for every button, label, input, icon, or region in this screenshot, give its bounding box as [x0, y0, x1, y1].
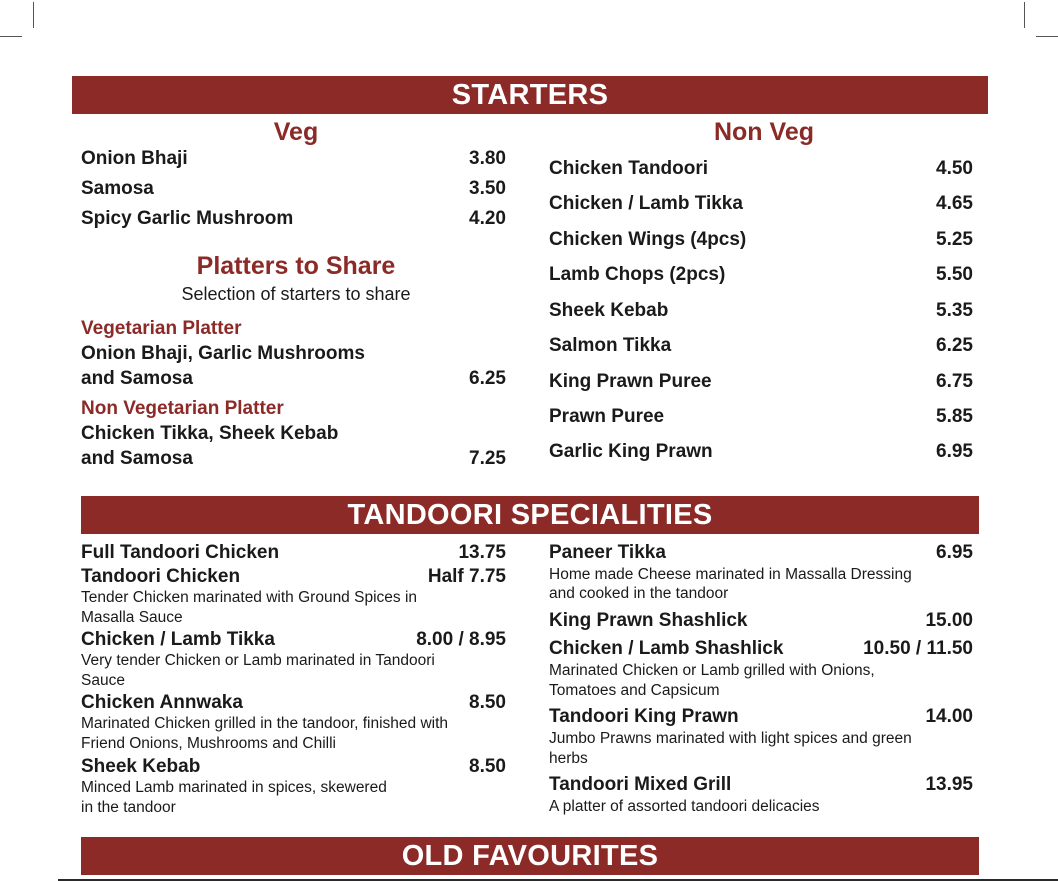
nonveg-platter-line1: Chicken Tikka, Sheek Kebab: [81, 423, 339, 444]
nonveg-platter-title: Non Vegetarian Platter: [81, 398, 284, 419]
item-name: Spicy Garlic Mushroom: [81, 208, 294, 229]
crop-mark-top-right-v: [1024, 2, 1025, 28]
crop-mark-top-left-h: [0, 36, 22, 37]
item-price: 6.75: [936, 371, 973, 392]
item-description: Minced Lamb marinated in spices, skewered: [81, 779, 387, 796]
veg-heading: Veg: [273, 118, 319, 146]
item-description: Home made Cheese marinated in Massalla Dressing: [549, 566, 912, 583]
item-price: 4.20: [469, 208, 506, 229]
item-name: Lamb Chops (2pcs): [549, 264, 726, 285]
menu-item: [81, 178, 506, 200]
menu-item: [81, 148, 506, 170]
menu-item: [549, 158, 973, 180]
menu-item: [81, 692, 506, 714]
item-price: 8.50: [469, 692, 506, 713]
item-price: 6.25: [469, 368, 506, 389]
item-name: Chicken / Lamb Tikka: [549, 193, 743, 214]
item-name: Salmon Tikka: [549, 335, 672, 356]
menu-item: [549, 774, 973, 796]
menu-item: [549, 406, 973, 428]
item-name: Chicken Tandoori: [549, 158, 709, 179]
nonveg-platter-line2: [81, 448, 506, 470]
item-name: and Samosa: [81, 368, 193, 389]
starters-banner: STARTERS: [72, 76, 988, 114]
item-name: Tandoori Mixed Grill: [549, 774, 732, 795]
item-price: 4.50: [936, 158, 973, 179]
crop-mark-top-left-v: [33, 2, 34, 28]
menu-item: [81, 208, 506, 230]
item-price: 14.00: [925, 706, 973, 727]
item-description: Tender Chicken marinated with Ground Spices in: [81, 589, 418, 606]
veg-platter-line2: [81, 368, 506, 390]
item-description: Marinated Chicken grilled in the tandoor, finished with: [81, 715, 449, 732]
menu-item: [549, 441, 973, 463]
item-price: 3.80: [469, 148, 506, 169]
item-name: Garlic King Prawn: [549, 441, 713, 462]
item-price: 4.65: [936, 193, 973, 214]
old-favourites-banner: OLD FAVOURITES: [81, 837, 979, 875]
item-description: herbs: [549, 750, 588, 767]
menu-item: [549, 542, 973, 564]
item-description: in the tandoor: [81, 799, 176, 816]
item-price: 10.50 / 11.50: [863, 638, 973, 659]
item-name: and Samosa: [81, 448, 193, 469]
item-name: King Prawn Shashlick: [549, 610, 748, 631]
item-description: Masalla Sauce: [81, 609, 183, 626]
veg-platter-title: Vegetarian Platter: [81, 318, 242, 339]
item-description: Jumbo Prawns marinated with light spices and green: [549, 730, 912, 747]
item-description: Very tender Chicken or Lamb marinated in Tandoori: [81, 652, 435, 669]
item-price: 5.25: [936, 229, 973, 250]
item-name: Chicken Annwaka: [81, 692, 243, 713]
menu-item: [549, 300, 973, 322]
item-name: Chicken Wings (4pcs): [549, 229, 747, 250]
menu-item: [549, 371, 973, 393]
crop-mark-top-right-h: [1036, 36, 1058, 37]
item-price: 5.35: [936, 300, 973, 321]
menu-item: [549, 193, 973, 215]
tandoori-banner: TANDOORI SPECIALITIES: [81, 496, 979, 534]
item-name: Sheek Kebab: [81, 756, 201, 777]
item-price: 8.50: [469, 756, 506, 777]
item-price: Half 7.75: [427, 566, 506, 587]
menu-item: [81, 756, 506, 778]
menu-item: [81, 542, 506, 564]
item-name: Sheek Kebab: [549, 300, 669, 321]
menu-item: [549, 706, 973, 728]
item-price: 6.25: [936, 335, 973, 356]
item-description: Marinated Chicken or Lamb grilled with Onions,: [549, 662, 875, 679]
item-description: Sauce: [81, 672, 125, 689]
item-name: Chicken / Lamb Tikka: [81, 629, 275, 650]
item-name: King Prawn Puree: [549, 371, 712, 392]
item-price: 6.95: [936, 542, 973, 563]
item-name: Prawn Puree: [549, 406, 665, 427]
item-name: Tandoori Chicken: [81, 566, 241, 587]
item-price: 13.75: [458, 542, 506, 563]
nonveg-heading: Non Veg: [713, 118, 814, 146]
item-price: 7.25: [469, 448, 506, 469]
item-name: Samosa: [81, 178, 154, 199]
platters-subtitle: Selection of starters to share: [181, 284, 411, 304]
item-name: Onion Bhaji: [81, 148, 188, 169]
item-price: 5.85: [936, 406, 973, 427]
item-description: Tomatoes and Capsicum: [549, 682, 720, 699]
item-name: Full Tandoori Chicken: [81, 542, 280, 563]
item-price: 8.00 / 8.95: [416, 629, 506, 650]
platters-heading: Platters to Share: [196, 252, 396, 280]
item-price: 5.50: [936, 264, 973, 285]
item-name: Chicken / Lamb Shashlick: [549, 638, 784, 659]
item-description: and cooked in the tandoor: [549, 585, 729, 602]
item-price: 13.95: [925, 774, 973, 795]
item-price: 6.95: [936, 441, 973, 462]
menu-item: [549, 335, 973, 357]
menu-item: [549, 264, 973, 286]
item-description: A platter of assorted tandoori delicacies: [549, 798, 820, 815]
item-description: Friend Onions, Mushrooms and Chilli: [81, 735, 336, 752]
item-name: Paneer Tikka: [549, 542, 666, 563]
item-name: Tandoori King Prawn: [549, 706, 739, 727]
menu-item: [549, 638, 973, 660]
item-price: 15.00: [925, 610, 973, 631]
item-price: 3.50: [469, 178, 506, 199]
menu-item: [81, 629, 506, 651]
menu-item: [549, 610, 973, 632]
veg-platter-line1: Onion Bhaji, Garlic Mushrooms: [81, 343, 365, 364]
menu-item: [81, 566, 506, 588]
menu-item: [549, 229, 973, 251]
